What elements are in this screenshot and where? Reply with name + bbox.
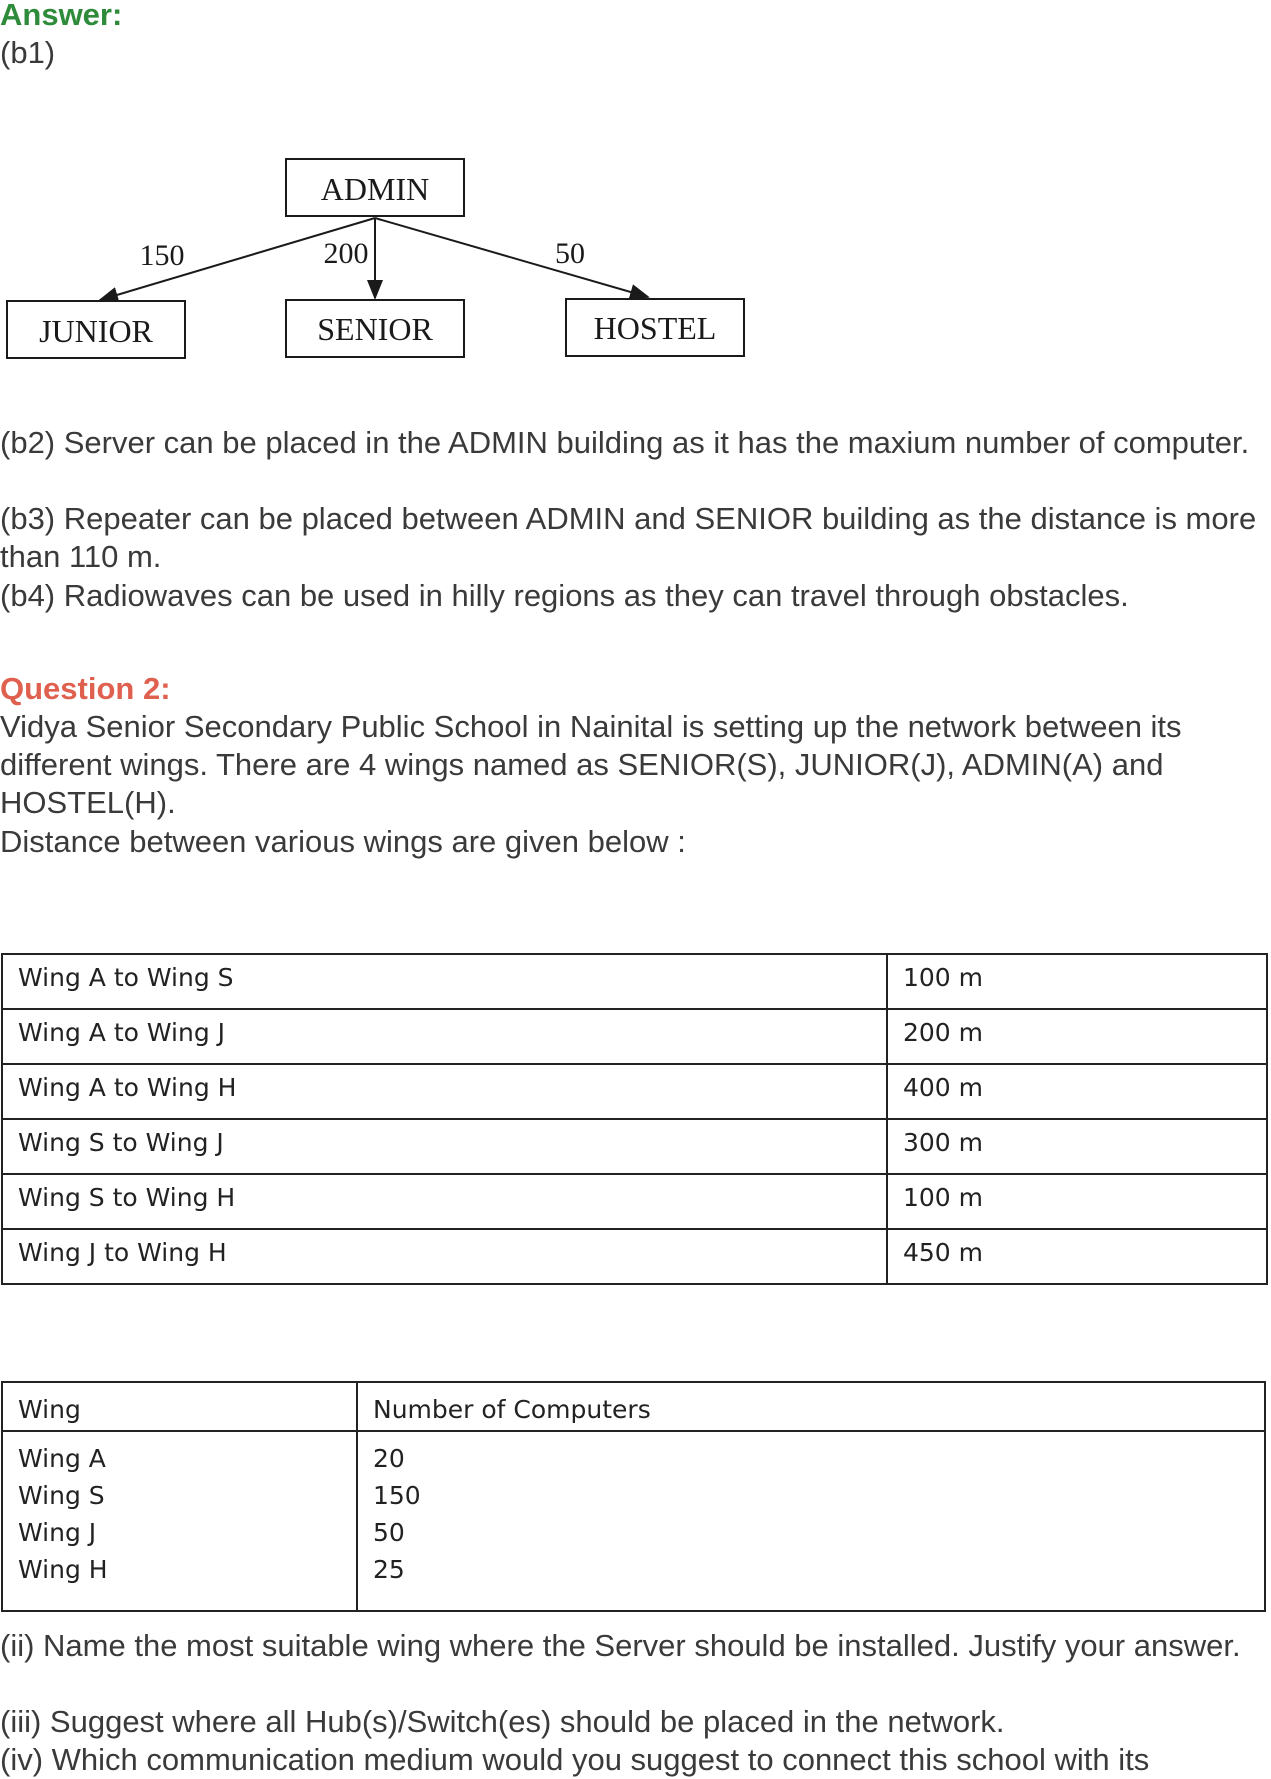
computer-count: 25 [373, 1555, 405, 1584]
computer-count: 50 [373, 1518, 405, 1547]
computer-counts-cell [357, 1431, 1265, 1611]
distance-row [2, 954, 1267, 1009]
junior-label: JUNIOR [39, 313, 153, 349]
distance-pair: Wing A to Wing H [2, 1064, 887, 1119]
question-iii: (iii) Suggest where all Hub(s)/Switch(es) should be placed in the network. [0, 1704, 1005, 1739]
distance-row [2, 1174, 1267, 1229]
distance-pair: Wing A to Wing J [2, 1009, 887, 1064]
distance-pair: Wing J to Wing H [2, 1229, 887, 1284]
header-computers: Number of Computers [357, 1382, 1265, 1431]
distance-pair: Wing S to Wing J [2, 1119, 887, 1174]
edge-admin-hostel [375, 218, 648, 297]
wing-names-cell [2, 1431, 357, 1611]
header-wing: Wing [2, 1382, 357, 1431]
distance-row [2, 1229, 1267, 1284]
distance-intro: Distance between various wings are given below : [0, 824, 686, 859]
distance-value: 200 m [887, 1009, 1267, 1064]
b1-label: (b1) [0, 35, 56, 70]
distance-value: 400 m [887, 1064, 1267, 1119]
wing-name: Wing H [18, 1555, 108, 1584]
computers-data-row [2, 1431, 1265, 1611]
computer-count: 150 [373, 1481, 421, 1510]
answer-b3: (b3) Repeater can be placed between ADMIN and SENIOR building as the distance is more than 110 m. [0, 501, 1257, 574]
distance-value: 450 m [887, 1229, 1267, 1284]
distance-value: 100 m [887, 954, 1267, 1009]
hostel-label: HOSTEL [593, 310, 717, 346]
distance-table [1, 953, 1268, 1285]
answer-b2: (b2) Server can be placed in the ADMIN building as it has the maxium number of computer. [0, 425, 1250, 460]
distance-pair: Wing A to Wing S [2, 954, 887, 1009]
answer-heading: Answer: [0, 0, 123, 32]
senior-label: SENIOR [317, 311, 433, 347]
wing-name: Wing A [18, 1444, 106, 1473]
edge-label-junior: 150 [139, 239, 185, 272]
computers-header-row [2, 1382, 1265, 1431]
distance-pair: Wing S to Wing H [2, 1174, 887, 1229]
distance-row [2, 1064, 1267, 1119]
wing-name: Wing J [18, 1518, 97, 1547]
computers-table [1, 1381, 1266, 1612]
distance-value: 100 m [887, 1174, 1267, 1229]
admin-label: ADMIN [320, 171, 430, 207]
computer-count: 20 [373, 1444, 405, 1473]
wing-name: Wing S [18, 1481, 105, 1510]
edge-label-senior: 200 [323, 237, 369, 270]
answer-b4: (b4) Radiowaves can be used in hilly regions as they can travel through obstacles. [0, 578, 1129, 613]
distance-row [2, 1119, 1267, 1174]
question-heading: Question 2: [0, 671, 171, 706]
question-ii: (ii) Name the most suitable wing where the Server should be installed. Justify your answer. [0, 1628, 1241, 1663]
question-intro: Vidya Senior Secondary Public School in Nainital is setting up the network between its different wings. There are 4 wings named as SENIOR(S), JUNIOR(J), ADMIN(A) and HOSTEL(H). [0, 709, 1182, 820]
question-iv: (iv) Which communication medium would you suggest to connect this school with its [0, 1742, 1150, 1777]
network-diagram [0, 150, 760, 370]
edge-label-hostel: 50 [555, 237, 585, 270]
distance-value: 300 m [887, 1119, 1267, 1174]
distance-row [2, 1009, 1267, 1064]
